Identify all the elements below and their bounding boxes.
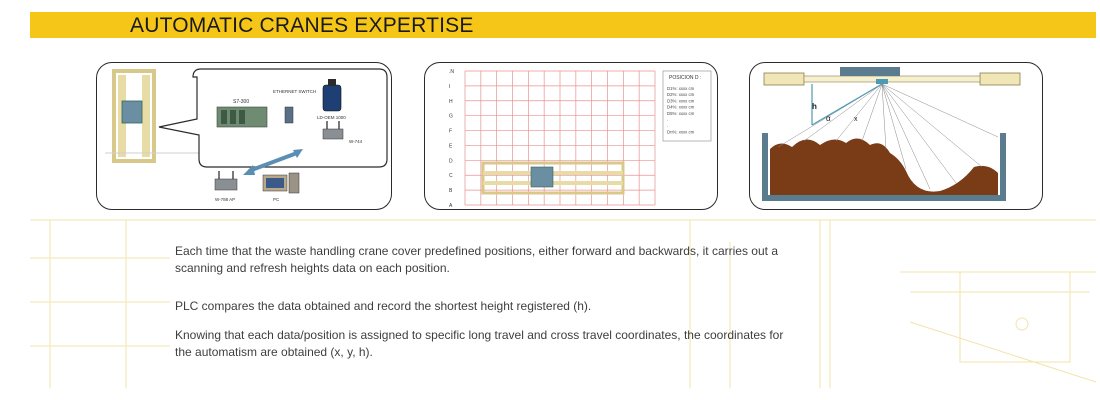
radio-icon: [323, 129, 343, 139]
pc-label: PC: [273, 197, 280, 202]
access-point-icon: [215, 179, 237, 190]
laser-label: LD-OEM 1000: [317, 115, 346, 120]
scanning-section-panel: [749, 62, 1043, 210]
pc-screen-icon: [266, 178, 284, 188]
waste-pile: [770, 138, 998, 195]
crane-trolley: [531, 167, 553, 187]
scan-ray: [882, 84, 982, 167]
paragraph-plc: PLC compares the data obtained and record the shortest height registered (h).: [175, 299, 592, 313]
radio1-label: W-744: [349, 139, 363, 144]
page-title: AUTOMATIC CRANES EXPERTISE: [130, 14, 474, 37]
blueprint-shape: [960, 272, 1070, 362]
grid-row-labels: [449, 69, 454, 209]
crane-trolley: [840, 67, 900, 76]
switch-icon: [285, 107, 293, 123]
ap-label: W-788 AP: [215, 197, 236, 202]
h-label: h: [812, 102, 817, 111]
grid-row-label: I: [449, 83, 451, 90]
grid-row-label: C: [449, 173, 453, 180]
grid-row-label: A: [449, 203, 453, 209]
blueprint-shape: [1016, 318, 1028, 330]
crane-trolley: [122, 101, 142, 123]
pc-tower-icon: [289, 173, 299, 193]
height-ray: [812, 84, 882, 125]
paragraph-scanning: Each time that the waste handling crane cover predefined positions, either forward and backwards, it carries out a scanning and refresh heights data on each position.: [175, 244, 778, 275]
scan-ray: [882, 84, 998, 137]
info-box-title: POSICION D :: [669, 75, 702, 81]
grid-row-label: .N: [449, 69, 454, 75]
laser-scanner-icon: [323, 85, 341, 111]
scan-diagram: [750, 63, 1042, 209]
grid-row-label: H: [449, 98, 453, 105]
scan-ray: [862, 84, 882, 141]
switch-label: ETHERNET SWITCH: [273, 89, 317, 94]
grid-row-label: D: [449, 158, 453, 165]
info-line: D3%: xxxx cm: [667, 98, 695, 104]
info-line: D2%: xxxx cm: [667, 92, 695, 98]
blueprint-line: [910, 322, 1096, 382]
pit-floor: [762, 195, 1006, 201]
end-carriage-right: [980, 73, 1020, 85]
grid-row-label: B: [449, 188, 453, 195]
position-grid-panel: [424, 62, 718, 210]
laser-scanner-icon: [876, 79, 888, 84]
grid-row-label: F: [449, 128, 453, 135]
pit-wall-right: [1000, 133, 1006, 201]
pit-wall-left: [762, 133, 768, 201]
plc-module-icon: [230, 110, 236, 124]
alpha-label: α: [826, 114, 831, 123]
info-line: .: [667, 123, 669, 129]
network-diagram-panel: [96, 62, 392, 210]
x-label: x: [854, 116, 858, 123]
info-line: Dn%: xxxx cm: [667, 129, 695, 135]
position-grid: [425, 63, 717, 209]
scan-ray: [882, 84, 886, 149]
network-diagram: [97, 63, 391, 209]
callout-bubble: [159, 69, 387, 167]
end-carriage-left: [764, 73, 804, 85]
grid-row-label: E: [449, 143, 453, 150]
paragraph-coordinates: Knowing that each data/position is assigned to specific long travel and cross travel coordinates, the coordinates for the automatism are obtained (x, y, h).: [175, 328, 784, 359]
crane-beam: [804, 76, 980, 82]
crane-rail-right: [142, 75, 150, 157]
laser-cap-icon: [328, 79, 336, 86]
grid-row-label: G: [449, 113, 453, 120]
info-line: D4%: xxxx cm: [667, 104, 695, 110]
info-line: D1%: xxxx cm: [667, 86, 695, 91]
info-line: D5%: xxxx cm: [667, 110, 695, 116]
plc-module-icon: [221, 110, 227, 124]
info-line: .: [667, 117, 669, 122]
plc-module-icon: [239, 110, 245, 124]
plc-label: S7-300: [233, 99, 250, 105]
